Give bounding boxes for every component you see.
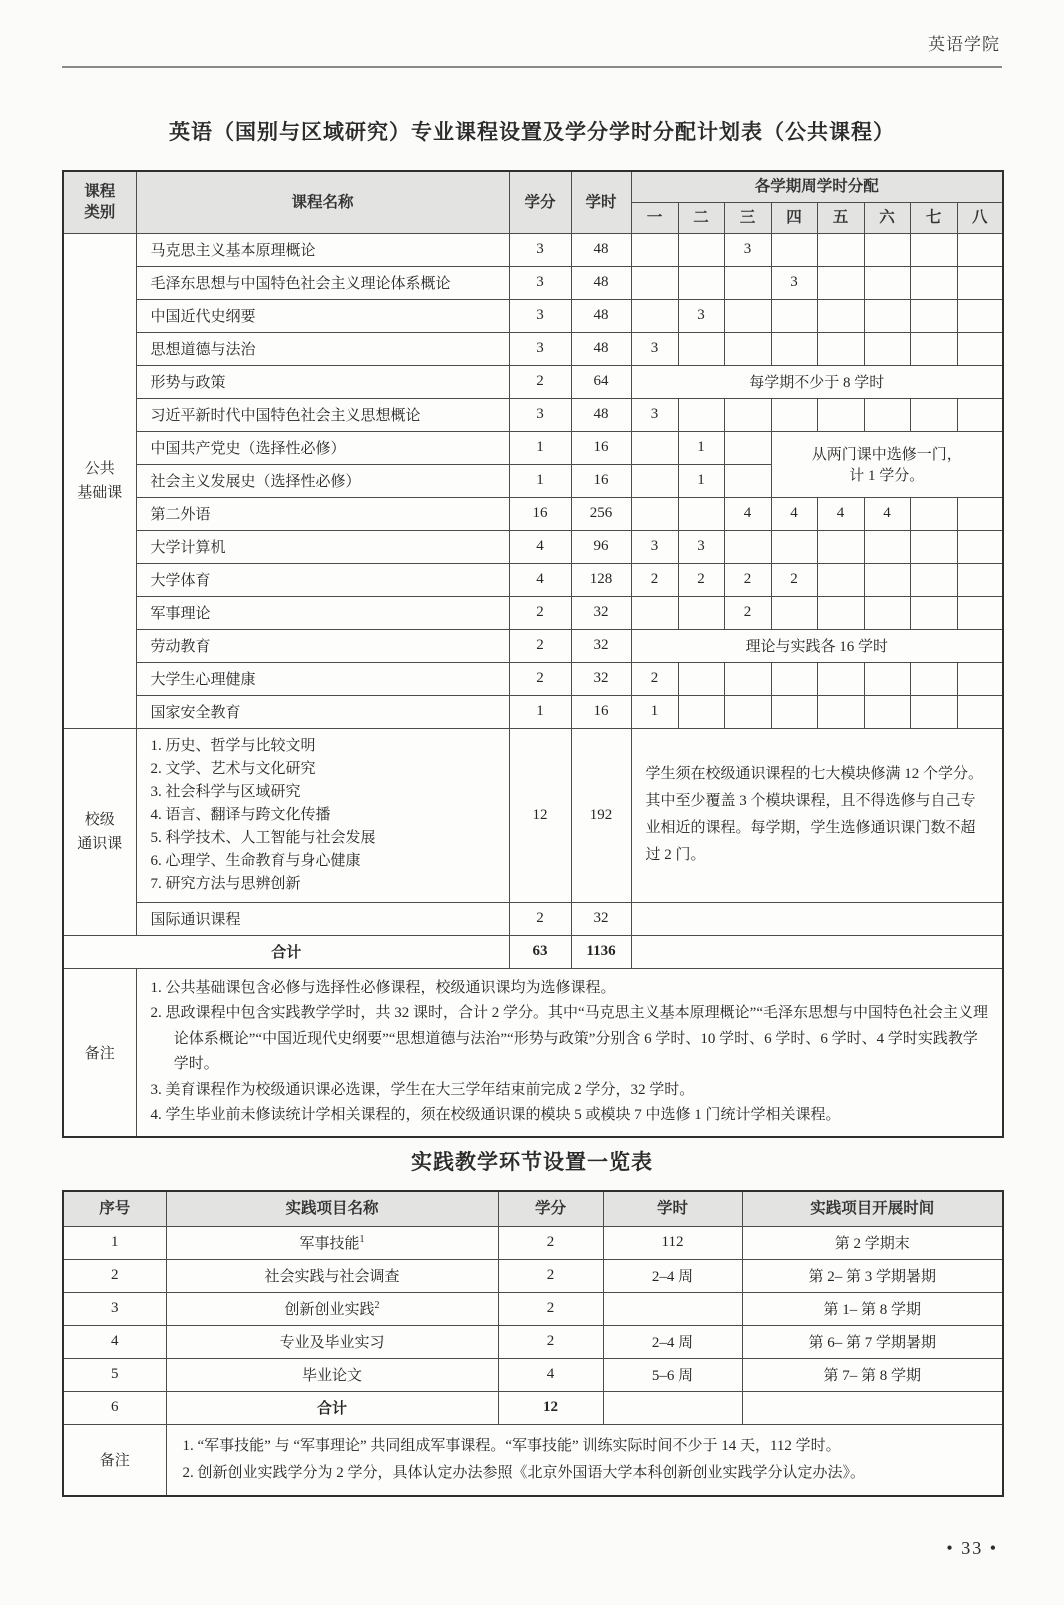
cell: 3 — [678, 299, 724, 332]
cell — [957, 596, 1003, 629]
cell — [724, 431, 771, 464]
cell: 3 — [509, 398, 571, 431]
cell — [864, 596, 910, 629]
project-name-cell: 创新创业实践$^2$ — [166, 1292, 498, 1325]
cell — [631, 266, 678, 299]
cell — [910, 695, 957, 728]
module-list-cell: 1. 历史、哲学与比较文明 2. 文学、艺术与文化研究 3. 社会科学与区域研究 4. 语言、翻译与跨文化传播 5. 科学技术、人工智能与社会发展 6. 心理学、生命教育与身心健康 7. 研究方法与思辨创新 — [136, 728, 509, 902]
cell — [724, 695, 771, 728]
cell: 2 — [509, 662, 571, 695]
project-name-cell: 军事技能$^1$ — [166, 1226, 498, 1259]
cell — [910, 497, 957, 530]
cell: 3 — [509, 233, 571, 266]
course-name-cell: 形势与政策 — [136, 365, 509, 398]
header-hours: 学时 — [571, 171, 631, 233]
cell: 第 7– 第 8 学期 — [742, 1358, 1003, 1391]
cell: 2 — [509, 629, 571, 662]
cell: 2 — [498, 1292, 603, 1325]
cell — [864, 233, 910, 266]
total-credits-cell: 63 — [509, 935, 571, 968]
cell — [771, 299, 817, 332]
cell — [910, 563, 957, 596]
header-credits: 学分 — [509, 171, 571, 233]
merged-note-cell: 每学期不少于 8 学时 — [631, 365, 1003, 398]
header-sem-3: 三 — [724, 202, 771, 233]
cell: 16 — [571, 431, 631, 464]
cell: 6 — [63, 1391, 166, 1424]
cell: 4 — [63, 1325, 166, 1358]
cell: 2 — [509, 596, 571, 629]
cell — [910, 398, 957, 431]
cell: 16 — [509, 497, 571, 530]
cell: 64 — [571, 365, 631, 398]
cell: 3 — [678, 530, 724, 563]
cell — [957, 332, 1003, 365]
cell — [910, 233, 957, 266]
cell — [678, 662, 724, 695]
cell: 3 — [771, 266, 817, 299]
course-name-cell: 中国近代史纲要 — [136, 299, 509, 332]
cell: 128 — [571, 563, 631, 596]
cell: 第 2– 第 3 学期暑期 — [742, 1259, 1003, 1292]
cell: 16 — [571, 695, 631, 728]
header-sem-6: 六 — [864, 202, 910, 233]
cell — [957, 530, 1003, 563]
cell: 1 — [509, 431, 571, 464]
cell — [817, 398, 864, 431]
cell: 96 — [571, 530, 631, 563]
cell — [817, 695, 864, 728]
cell: 第 6– 第 7 学期暑期 — [742, 1325, 1003, 1358]
cell — [817, 530, 864, 563]
cell — [864, 662, 910, 695]
cell: 32 — [571, 596, 631, 629]
cell — [910, 662, 957, 695]
cell — [957, 299, 1003, 332]
cell: 2 — [631, 563, 678, 596]
header-sem-4: 四 — [771, 202, 817, 233]
cell: 1 — [678, 431, 724, 464]
cell: 12 — [509, 728, 571, 902]
cell: 48 — [571, 299, 631, 332]
course-name-cell: 大学体育 — [136, 563, 509, 596]
header-course-name: 课程名称 — [136, 171, 509, 233]
course-name-cell: 劳动教育 — [136, 629, 509, 662]
cell — [817, 563, 864, 596]
cell: 4 — [509, 530, 571, 563]
cell — [817, 266, 864, 299]
cell — [957, 266, 1003, 299]
cell — [817, 233, 864, 266]
cell: 2 — [509, 902, 571, 935]
cell — [678, 695, 724, 728]
cell: 16 — [571, 464, 631, 497]
course-name-cell: 国家安全教育 — [136, 695, 509, 728]
cell — [771, 530, 817, 563]
cell — [864, 266, 910, 299]
cell — [631, 299, 678, 332]
cell — [957, 398, 1003, 431]
merged-note-cell: 从两门课中选修一门， 计 1 学分。 — [771, 431, 1003, 497]
course-name-cell: 马克思主义基本原理概论 — [136, 233, 509, 266]
course-name-cell: 大学计算机 — [136, 530, 509, 563]
total-label-cell: 合计 — [166, 1391, 498, 1424]
header-sem-8: 八 — [957, 202, 1003, 233]
cell — [864, 530, 910, 563]
cell — [817, 596, 864, 629]
course-name-cell: 思想道德与法治 — [136, 332, 509, 365]
cell: 第 2 学期末 — [742, 1226, 1003, 1259]
cell — [771, 662, 817, 695]
cell: 32 — [571, 629, 631, 662]
cell — [957, 662, 1003, 695]
cell — [817, 299, 864, 332]
cell: 32 — [571, 902, 631, 935]
cell — [910, 266, 957, 299]
cell: 4 — [771, 497, 817, 530]
cell: 4 — [817, 497, 864, 530]
cell — [864, 695, 910, 728]
cell: 3 — [631, 398, 678, 431]
cell — [910, 332, 957, 365]
cell — [724, 530, 771, 563]
practice-table-title: 实践教学环节设置一览表 — [411, 1151, 653, 1174]
note-cell: 学生须在校级通识课程的七大模块修满 12 个学分。其中至少覆盖 3 个模块课程，且不得选修与自己专业相近的课程。每学期，学生选修通识课门数不超过 2 门。 — [631, 728, 1003, 902]
cell — [957, 695, 1003, 728]
cell — [910, 299, 957, 332]
cell: 4 — [864, 497, 910, 530]
cell: 48 — [571, 398, 631, 431]
cell: 2 — [498, 1226, 603, 1259]
cell: 2 — [678, 563, 724, 596]
header-schedule: 实践项目开展时间 — [742, 1191, 1003, 1226]
cell: 4 — [509, 563, 571, 596]
empty-merged-cell — [631, 902, 1003, 935]
cell: 2 — [631, 662, 678, 695]
cell — [631, 497, 678, 530]
cell — [864, 332, 910, 365]
cell — [678, 497, 724, 530]
cell: 3 — [631, 332, 678, 365]
cell — [742, 1391, 1003, 1424]
cell: 第 1– 第 8 学期 — [742, 1292, 1003, 1325]
cell: 256 — [571, 497, 631, 530]
cell — [724, 266, 771, 299]
header-sem-7: 七 — [910, 202, 957, 233]
college-header: 英语学院 — [928, 35, 1000, 54]
cell — [631, 233, 678, 266]
cell: 5–6 周 — [603, 1358, 742, 1391]
cell — [771, 332, 817, 365]
cell — [603, 1292, 742, 1325]
cell: 3 — [63, 1292, 166, 1325]
cell — [678, 233, 724, 266]
cell — [957, 497, 1003, 530]
category-cell: 公共 基础课 — [63, 233, 136, 728]
header-credits: 学分 — [498, 1191, 603, 1226]
cell: 3 — [631, 530, 678, 563]
cell: 48 — [571, 332, 631, 365]
remark-cell: 1. 公共基础课包含必修与选择性必修课程，校级通识课均为选修课程。 2. 思政课程中包含实践教学学时，共 32 课时，合计 2 学分。其中“马克思主义基本原理概论”“毛泽东思想与中国特色社会主义理论体系概论”“中国近现代史纲要”“思想道德与法治”“形势与政策”分别含 6 学时、10 学时、6 学时、6 学时、4 学时实践教学学时。 3. 美育课程作为校级通识课必选课，学生在大三学年结束前完成 2 学分，32 学时。 4. 学生毕业前未修读统计学相关课程的，须在校级通识课的模块 5 或模块 7 中选修 1 门统计学相关课程。 — [136, 968, 1003, 1137]
course-name-cell: 军事理论 — [136, 596, 509, 629]
cell — [910, 596, 957, 629]
project-name-cell: 专业及毕业实习 — [166, 1325, 498, 1358]
cell: 2–4 周 — [603, 1325, 742, 1358]
cell: 2 — [724, 563, 771, 596]
course-name-cell: 大学生心理健康 — [136, 662, 509, 695]
cell: 2 — [509, 365, 571, 398]
curriculum-table-title: 英语（国别与区域研究）专业课程设置及学分学时分配计划表（公共课程） — [169, 121, 895, 144]
cell — [910, 530, 957, 563]
total-label-cell: 合计 — [63, 935, 509, 968]
cell: 1 — [678, 464, 724, 497]
course-name-cell: 毛泽东思想与中国特色社会主义理论体系概论 — [136, 266, 509, 299]
merged-note-cell: 理论与实践各 16 学时 — [631, 629, 1003, 662]
cell — [724, 662, 771, 695]
total-hours-cell: 1136 — [571, 935, 631, 968]
cell: 1 — [631, 695, 678, 728]
cell: 2 — [724, 596, 771, 629]
cell — [678, 332, 724, 365]
cell: 1 — [509, 464, 571, 497]
cell — [771, 596, 817, 629]
cell — [678, 266, 724, 299]
cell: 2 — [63, 1259, 166, 1292]
cell — [771, 233, 817, 266]
cell: 2–4 周 — [603, 1259, 742, 1292]
page-number: • 33 • — [946, 1538, 998, 1558]
cell: 1 — [63, 1226, 166, 1259]
total-credits-cell: 12 — [498, 1391, 603, 1424]
cell — [864, 563, 910, 596]
cell: 1 — [509, 695, 571, 728]
cell: 4 — [724, 497, 771, 530]
header-project-name: 实践项目名称 — [166, 1191, 498, 1226]
header-sem-5: 五 — [817, 202, 864, 233]
cell — [678, 596, 724, 629]
curriculum-table — [62, 170, 1004, 1138]
cell — [957, 233, 1003, 266]
course-name-cell: 社会主义发展史（选择性必修） — [136, 464, 509, 497]
cell: 2 — [498, 1325, 603, 1358]
cell: 192 — [571, 728, 631, 902]
cell: 4 — [498, 1358, 603, 1391]
cell: 3 — [509, 266, 571, 299]
course-name-cell: 第二外语 — [136, 497, 509, 530]
practice-table — [62, 1190, 1004, 1497]
course-name-cell: 中国共产党史（选择性必修） — [136, 431, 509, 464]
cell: 2 — [498, 1259, 603, 1292]
cell: 48 — [571, 266, 631, 299]
cell — [631, 464, 678, 497]
remark-label-cell: 备注 — [63, 1424, 166, 1496]
cell: 3 — [509, 332, 571, 365]
cell — [864, 398, 910, 431]
header-hours: 学时 — [603, 1191, 742, 1226]
header-weekly-hours: 各学期周学时分配 — [631, 171, 1003, 202]
cell — [817, 662, 864, 695]
cell — [771, 398, 817, 431]
header-course-category: 课程 类别 — [63, 171, 136, 233]
course-name-cell: 国际通识课程 — [136, 902, 509, 935]
cell — [864, 299, 910, 332]
cell — [957, 563, 1003, 596]
cell: 112 — [603, 1226, 742, 1259]
empty-merged-cell — [631, 935, 1003, 968]
cell: 5 — [63, 1358, 166, 1391]
cell — [724, 299, 771, 332]
cell — [771, 695, 817, 728]
cell: 3 — [724, 233, 771, 266]
cell: 2 — [771, 563, 817, 596]
header-sem-1: 一 — [631, 202, 678, 233]
header-index: 序号 — [63, 1191, 166, 1226]
cell — [724, 398, 771, 431]
header-rule — [62, 66, 1002, 68]
project-name-cell: 毕业论文 — [166, 1358, 498, 1391]
course-name-cell: 习近平新时代中国特色社会主义思想概论 — [136, 398, 509, 431]
cell — [817, 332, 864, 365]
header-sem-2: 二 — [678, 202, 724, 233]
cell: 32 — [571, 662, 631, 695]
cell — [631, 431, 678, 464]
cell: 3 — [509, 299, 571, 332]
category-cell: 校级 通识课 — [63, 728, 136, 935]
cell — [678, 398, 724, 431]
cell: 48 — [571, 233, 631, 266]
cell — [631, 596, 678, 629]
cell — [724, 464, 771, 497]
cell — [603, 1391, 742, 1424]
remark-cell: 1. “军事技能” 与 “军事理论” 共同组成军事课程。“军事技能” 训练实际时间不少于 14 天，112 学时。 2. 创新创业实践学分为 2 学分，具体认定办法参照《北京外国语大学本科创新创业实践学分认定办法》。 — [166, 1424, 1003, 1496]
remark-label-cell: 备注 — [63, 968, 136, 1137]
cell — [724, 332, 771, 365]
project-name-cell: 社会实践与社会调查 — [166, 1259, 498, 1292]
